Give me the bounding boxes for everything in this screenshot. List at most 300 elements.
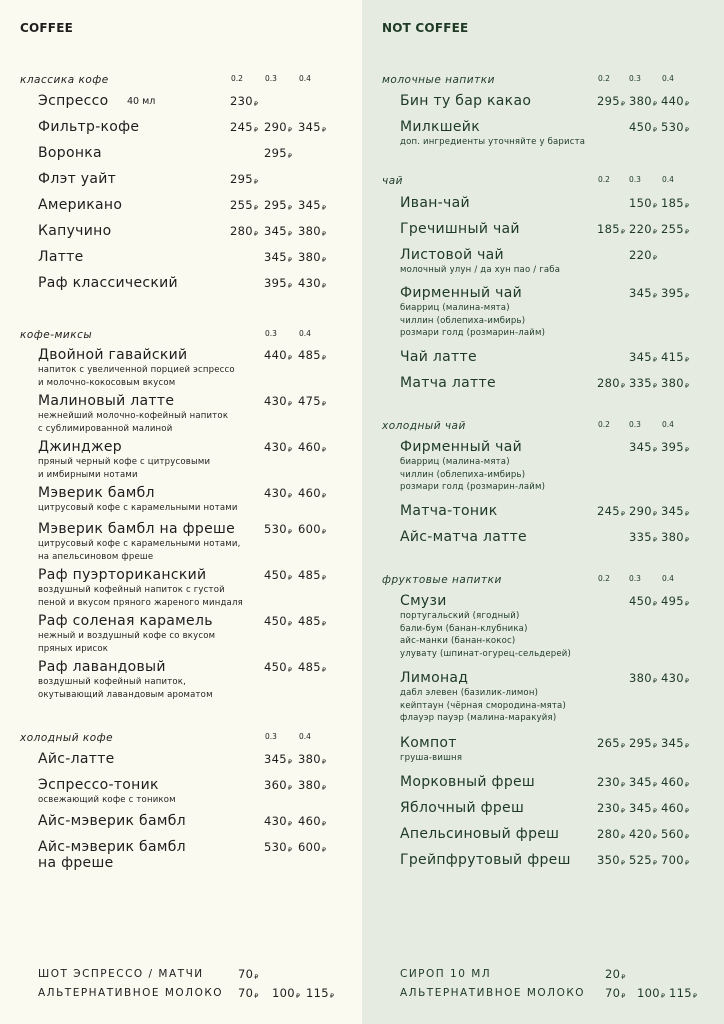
price-value: 440 <box>661 94 684 108</box>
size-header: 0.2 <box>598 574 610 583</box>
price-value: 220 <box>629 222 652 236</box>
item-description: груша-вишня <box>400 753 463 763</box>
price-value: 150 <box>629 196 652 210</box>
price-value: 485 <box>298 614 321 628</box>
item-name: Джинджер <box>38 439 122 455</box>
section-title: фруктовые напитки <box>382 574 502 586</box>
item-name: Раф классический <box>38 275 178 291</box>
ruble-sign: ₽ <box>287 492 293 500</box>
price-value: 290 <box>629 504 652 518</box>
price-value: 345 <box>661 736 684 750</box>
ruble-sign: ₽ <box>620 807 626 815</box>
ruble-sign: ₽ <box>684 859 690 867</box>
section-title: холодный чай <box>382 420 466 432</box>
item-price <box>629 440 657 454</box>
price-value: 430 <box>264 814 287 828</box>
price-value: 380 <box>298 224 321 238</box>
price-value: 395 <box>661 286 684 300</box>
extra-label: АЛЬТЕРНАТИВНОЕ МОЛОКО <box>38 987 224 999</box>
item-price <box>661 94 689 108</box>
item-price <box>264 224 292 238</box>
ruble-sign: ₽ <box>684 356 690 364</box>
price-value: 600 <box>298 840 321 854</box>
item-name: Чай латте <box>400 349 477 365</box>
item-name: Двойной гавайский <box>38 347 188 363</box>
price-value: 345 <box>629 286 652 300</box>
price-value: 430 <box>264 440 287 454</box>
item-price <box>298 568 326 582</box>
ruble-sign: ₽ <box>684 677 690 685</box>
ruble-sign: ₽ <box>652 859 658 867</box>
ruble-sign: ₽ <box>321 492 327 500</box>
item-price <box>264 752 292 766</box>
size-header: 0.2 <box>598 420 610 429</box>
item-price <box>298 120 326 134</box>
ruble-sign: ₽ <box>652 600 658 608</box>
price-value: 380 <box>298 778 321 792</box>
item-price <box>264 250 292 264</box>
item-price <box>298 198 326 212</box>
ruble-sign: ₽ <box>253 178 259 186</box>
item-description: нежный и воздушный кофе со вкусом <box>38 631 216 641</box>
item-name: Смузи <box>400 593 447 609</box>
item-description: воздушный кофейный напиток с густой <box>38 585 225 595</box>
size-header: 0.3 <box>265 74 277 83</box>
extra-price <box>306 986 334 1000</box>
ruble-sign: ₽ <box>652 254 658 262</box>
item-price <box>298 660 326 674</box>
extra-label: АЛЬТЕРНАТИВНОЕ МОЛОКО <box>400 987 586 999</box>
price-value: 380 <box>298 250 321 264</box>
price-value: 485 <box>298 568 321 582</box>
price-value: 230 <box>597 801 620 815</box>
item-price <box>661 350 689 364</box>
item-price <box>298 440 326 454</box>
extra-price <box>272 986 300 1000</box>
item-name: Мэверик бамбл на фреше <box>38 521 236 537</box>
price-value: 450 <box>629 120 652 134</box>
item-price <box>661 222 689 236</box>
ruble-sign: ₽ <box>287 820 293 828</box>
item-price <box>629 671 657 685</box>
size-header: 0.4 <box>662 420 674 429</box>
item-price <box>264 660 292 674</box>
price-value: 230 <box>230 94 253 108</box>
item-price <box>629 350 657 364</box>
item-name: Айс-мэверик бамбл <box>38 813 186 829</box>
ruble-sign: ₽ <box>652 202 658 210</box>
item-price <box>264 568 292 582</box>
price-value: 335 <box>629 376 652 390</box>
ruble-sign: ₽ <box>684 600 690 608</box>
ruble-sign: ₽ <box>295 992 301 1000</box>
price-value: 230 <box>597 775 620 789</box>
price-value: 460 <box>298 440 321 454</box>
ruble-sign: ₽ <box>287 126 293 134</box>
item-description: молочный улун / да хун пао / габа <box>400 265 561 275</box>
price-value: 530 <box>264 522 287 536</box>
item-description: пеной и вкусом пряного жареного миндаля <box>38 597 243 608</box>
item-name: Матча-тоник <box>400 503 498 519</box>
price-value: 255 <box>230 198 253 212</box>
item-name: Малиновый латте <box>38 393 175 409</box>
item-price <box>629 286 657 300</box>
price-value: 395 <box>661 440 684 454</box>
item-price <box>264 840 292 854</box>
section-title: молочные напитки <box>382 74 495 86</box>
ruble-sign: ₽ <box>652 833 658 841</box>
item-name: Капучино <box>38 223 112 239</box>
item-price <box>298 394 326 408</box>
ruble-sign: ₽ <box>684 292 690 300</box>
item-price <box>264 198 292 212</box>
item-description: кейптаун (чёрная смородина-мята) <box>400 700 566 711</box>
ruble-sign: ₽ <box>321 784 327 792</box>
extra-label: ШОТ ЭСПРЕССО / МАТЧИ <box>38 968 204 980</box>
item-name: Листовой чай <box>400 247 504 263</box>
ruble-sign: ₽ <box>620 781 626 789</box>
price-value: 295 <box>264 146 287 160</box>
item-price <box>661 286 689 300</box>
price-value: 245 <box>597 504 620 518</box>
item-price <box>661 376 689 390</box>
ruble-sign: ₽ <box>321 528 327 536</box>
item-price <box>597 94 625 108</box>
item-name: Апельсиновый фреш <box>400 826 560 842</box>
price-value: 265 <box>597 736 620 750</box>
price-value: 450 <box>264 614 287 628</box>
ruble-sign: ₽ <box>652 356 658 364</box>
ruble-sign: ₽ <box>684 228 690 236</box>
ruble-sign: ₽ <box>692 992 698 1000</box>
item-description: португальский (ягодный) <box>400 611 520 621</box>
section-title: классика кофе <box>20 74 109 86</box>
item-price <box>661 196 689 210</box>
item-name: Фирменный чай <box>400 439 522 455</box>
price-value: 350 <box>597 853 620 867</box>
ruble-sign: ₽ <box>684 833 690 841</box>
ruble-sign: ₽ <box>652 126 658 134</box>
item-description: и имбирными нотами <box>38 469 138 480</box>
item-description: бали-бум (банан-клубника) <box>400 623 528 634</box>
ruble-sign: ₽ <box>652 382 658 390</box>
price-value: 295 <box>230 172 253 186</box>
price-value: 345 <box>298 198 321 212</box>
ruble-sign: ₽ <box>287 230 293 238</box>
ruble-sign: ₽ <box>652 446 658 454</box>
price-value: 70 <box>238 967 254 981</box>
price-value: 70 <box>605 986 621 1000</box>
price-value: 335 <box>629 530 652 544</box>
not-coffee-column <box>362 0 724 1024</box>
item-name: Латте <box>38 249 84 265</box>
ruble-sign: ₽ <box>287 204 293 212</box>
extra-price <box>637 986 665 1000</box>
price-value: 430 <box>661 671 684 685</box>
item-name: Гречишный чай <box>400 221 520 237</box>
item-price <box>629 196 657 210</box>
item-price <box>264 522 292 536</box>
extra-label: СИРОП 10 МЛ <box>400 968 492 980</box>
extra-price <box>238 967 259 981</box>
price-value: 380 <box>661 376 684 390</box>
ruble-sign: ₽ <box>684 446 690 454</box>
item-name: Милкшейк <box>400 119 480 135</box>
ruble-sign: ₽ <box>620 859 626 867</box>
item-price <box>298 752 326 766</box>
item-price <box>629 120 657 134</box>
item-price <box>661 736 689 750</box>
price-value: 220 <box>629 248 652 262</box>
item-name: Грейпфрутовый фреш <box>400 852 571 868</box>
item-price <box>230 172 258 186</box>
item-price <box>661 120 689 134</box>
extra-price <box>669 986 697 1000</box>
price-value: 560 <box>661 827 684 841</box>
price-value: 430 <box>298 276 321 290</box>
price-value: 485 <box>298 660 321 674</box>
item-description: флауэр пауэр (малина-маракуйя) <box>400 713 557 723</box>
item-price <box>298 614 326 628</box>
ruble-sign: ₽ <box>253 126 259 134</box>
extra-price <box>605 967 626 981</box>
section-title: чай <box>382 175 403 187</box>
ruble-sign: ₽ <box>652 228 658 236</box>
item-description: биарриц (малина-мята) <box>400 303 510 313</box>
item-description: цитрусовый кофе с карамельными нотами, <box>38 539 241 549</box>
price-value: 185 <box>597 222 620 236</box>
item-name: Матча латте <box>400 375 496 391</box>
ruble-sign: ₽ <box>684 781 690 789</box>
ruble-sign: ₽ <box>652 510 658 518</box>
section-title: кофе-миксы <box>20 329 93 341</box>
price-value: 430 <box>264 486 287 500</box>
item-price <box>264 440 292 454</box>
item-price <box>298 250 326 264</box>
item-price <box>298 276 326 290</box>
item-description: пряный черный кофе с цитрусовыми <box>38 457 211 467</box>
item-price <box>629 827 657 841</box>
ruble-sign: ₽ <box>253 230 259 238</box>
ruble-sign: ₽ <box>684 510 690 518</box>
ruble-sign: ₽ <box>684 536 690 544</box>
item-price <box>629 248 657 262</box>
ruble-sign: ₽ <box>621 973 626 981</box>
item-price <box>298 486 326 500</box>
item-price <box>264 146 292 160</box>
ruble-sign: ₽ <box>621 992 626 1000</box>
item-price <box>661 530 689 544</box>
ruble-sign: ₽ <box>660 992 666 1000</box>
size-header: 0.4 <box>299 732 311 741</box>
price-value: 450 <box>264 568 287 582</box>
item-name: Эспрессо-тоник <box>38 777 159 793</box>
item-name: Лимонад <box>400 670 469 686</box>
item-name: Иван-чай <box>400 195 470 211</box>
ruble-sign: ₽ <box>652 536 658 544</box>
item-price <box>629 376 657 390</box>
size-header: 0.3 <box>629 574 641 583</box>
ruble-sign: ₽ <box>321 574 327 582</box>
ruble-sign: ₽ <box>287 784 293 792</box>
ruble-sign: ₽ <box>287 282 293 290</box>
ruble-sign: ₽ <box>684 202 690 210</box>
ruble-sign: ₽ <box>287 574 293 582</box>
item-price <box>629 775 657 789</box>
ruble-sign: ₽ <box>321 846 327 854</box>
price-value: 700 <box>661 853 684 867</box>
item-price <box>230 224 258 238</box>
price-value: 100 <box>272 986 295 1000</box>
price-value: 345 <box>661 504 684 518</box>
price-value: 255 <box>661 222 684 236</box>
ruble-sign: ₽ <box>684 126 690 134</box>
ruble-sign: ₽ <box>652 807 658 815</box>
item-name: Айс-матча латте <box>400 529 527 545</box>
extra-price <box>605 986 626 1000</box>
size-header: 0.4 <box>662 175 674 184</box>
price-value: 415 <box>661 350 684 364</box>
ruble-sign: ₽ <box>321 256 327 264</box>
item-price <box>629 801 657 815</box>
item-description: на апельсиновом фреше <box>38 551 154 562</box>
item-name: Яблочный фреш <box>400 800 525 816</box>
price-value: 345 <box>264 250 287 264</box>
item-price <box>661 801 689 815</box>
price-value: 345 <box>298 120 321 134</box>
ruble-sign: ₽ <box>287 152 293 160</box>
item-price <box>230 198 258 212</box>
ruble-sign: ₽ <box>684 807 690 815</box>
ruble-sign: ₽ <box>321 446 327 454</box>
extra-price <box>238 986 259 1000</box>
ruble-sign: ₽ <box>620 100 626 108</box>
item-name: Мэверик бамбл <box>38 485 155 501</box>
item-name: Раф лавандовый <box>38 659 166 675</box>
price-value: 475 <box>298 394 321 408</box>
item-price <box>629 594 657 608</box>
price-value: 380 <box>629 94 652 108</box>
item-price <box>298 522 326 536</box>
item-description: напиток с увеличенной порцией эспрессо <box>38 365 235 375</box>
item-price <box>661 504 689 518</box>
size-header: 0.4 <box>299 74 311 83</box>
price-value: 345 <box>264 224 287 238</box>
item-name: Воронка <box>38 145 102 161</box>
size-header: 0.2 <box>598 74 610 83</box>
ruble-sign: ₽ <box>321 204 327 212</box>
item-price <box>230 94 258 108</box>
ruble-sign: ₽ <box>254 992 259 1000</box>
ruble-sign: ₽ <box>321 230 327 238</box>
price-value: 495 <box>661 594 684 608</box>
price-value: 460 <box>661 775 684 789</box>
item-price <box>264 486 292 500</box>
ruble-sign: ₽ <box>287 758 293 766</box>
item-price <box>597 775 625 789</box>
price-value: 295 <box>629 736 652 750</box>
ruble-sign: ₽ <box>287 846 293 854</box>
item-price <box>629 853 657 867</box>
item-price <box>597 801 625 815</box>
item-name: Раф пуэрториканский <box>38 567 207 583</box>
ruble-sign: ₽ <box>684 100 690 108</box>
not-coffee-column-title: NOT COFFEE <box>382 21 469 35</box>
price-value: 345 <box>629 350 652 364</box>
size-header: 0.4 <box>662 574 674 583</box>
ruble-sign: ₽ <box>321 620 327 628</box>
item-description: айс-манки (банан-кокос) <box>400 636 516 646</box>
item-price <box>264 814 292 828</box>
price-value: 460 <box>298 814 321 828</box>
item-price <box>298 224 326 238</box>
item-description: воздушный кофейный напиток, <box>38 677 186 687</box>
ruble-sign: ₽ <box>287 620 293 628</box>
price-value: 345 <box>264 752 287 766</box>
size-header: 0.2 <box>231 74 243 83</box>
ruble-sign: ₽ <box>253 100 259 108</box>
price-value: 185 <box>661 196 684 210</box>
item-price <box>264 394 292 408</box>
item-description: цитрусовый кофе с карамельными нотами <box>38 503 238 513</box>
item-name: Айс-латте <box>38 751 115 767</box>
price-value: 115 <box>306 986 329 1000</box>
price-value: 380 <box>298 752 321 766</box>
item-name: Фильтр-кофе <box>38 119 140 135</box>
ruble-sign: ₽ <box>287 400 293 408</box>
ruble-sign: ₽ <box>652 677 658 685</box>
ruble-sign: ₽ <box>287 354 293 362</box>
price-value: 360 <box>264 778 287 792</box>
price-value: 525 <box>629 853 652 867</box>
item-name: Американо <box>38 197 123 213</box>
price-value: 280 <box>597 827 620 841</box>
ruble-sign: ₽ <box>287 256 293 264</box>
price-value: 485 <box>298 348 321 362</box>
ruble-sign: ₽ <box>652 781 658 789</box>
price-value: 395 <box>264 276 287 290</box>
item-price <box>629 530 657 544</box>
ruble-sign: ₽ <box>321 126 327 134</box>
ruble-sign: ₽ <box>620 382 626 390</box>
ruble-sign: ₽ <box>329 992 335 1000</box>
ruble-sign: ₽ <box>253 204 259 212</box>
item-price <box>298 840 326 854</box>
ruble-sign: ₽ <box>287 666 293 674</box>
item-description: с сублимированной малиной <box>38 423 173 434</box>
item-price <box>661 440 689 454</box>
ruble-sign: ₽ <box>287 446 293 454</box>
size-header: 0.3 <box>629 74 641 83</box>
price-value: 280 <box>597 376 620 390</box>
size-header: 0.4 <box>299 329 311 338</box>
item-price <box>661 671 689 685</box>
price-value: 280 <box>230 224 253 238</box>
item-description: улувату (шпинат-огурец-сельдерей) <box>400 648 572 659</box>
item-price <box>597 853 625 867</box>
ruble-sign: ₽ <box>620 833 626 841</box>
ruble-sign: ₽ <box>684 742 690 750</box>
item-price <box>629 94 657 108</box>
price-value: 345 <box>629 775 652 789</box>
item-name: Компот <box>400 735 457 751</box>
item-price <box>661 594 689 608</box>
item-price <box>264 348 292 362</box>
item-name: Фирменный чай <box>400 285 522 301</box>
item-price <box>629 504 657 518</box>
price-value: 420 <box>629 827 652 841</box>
item-price <box>264 778 292 792</box>
